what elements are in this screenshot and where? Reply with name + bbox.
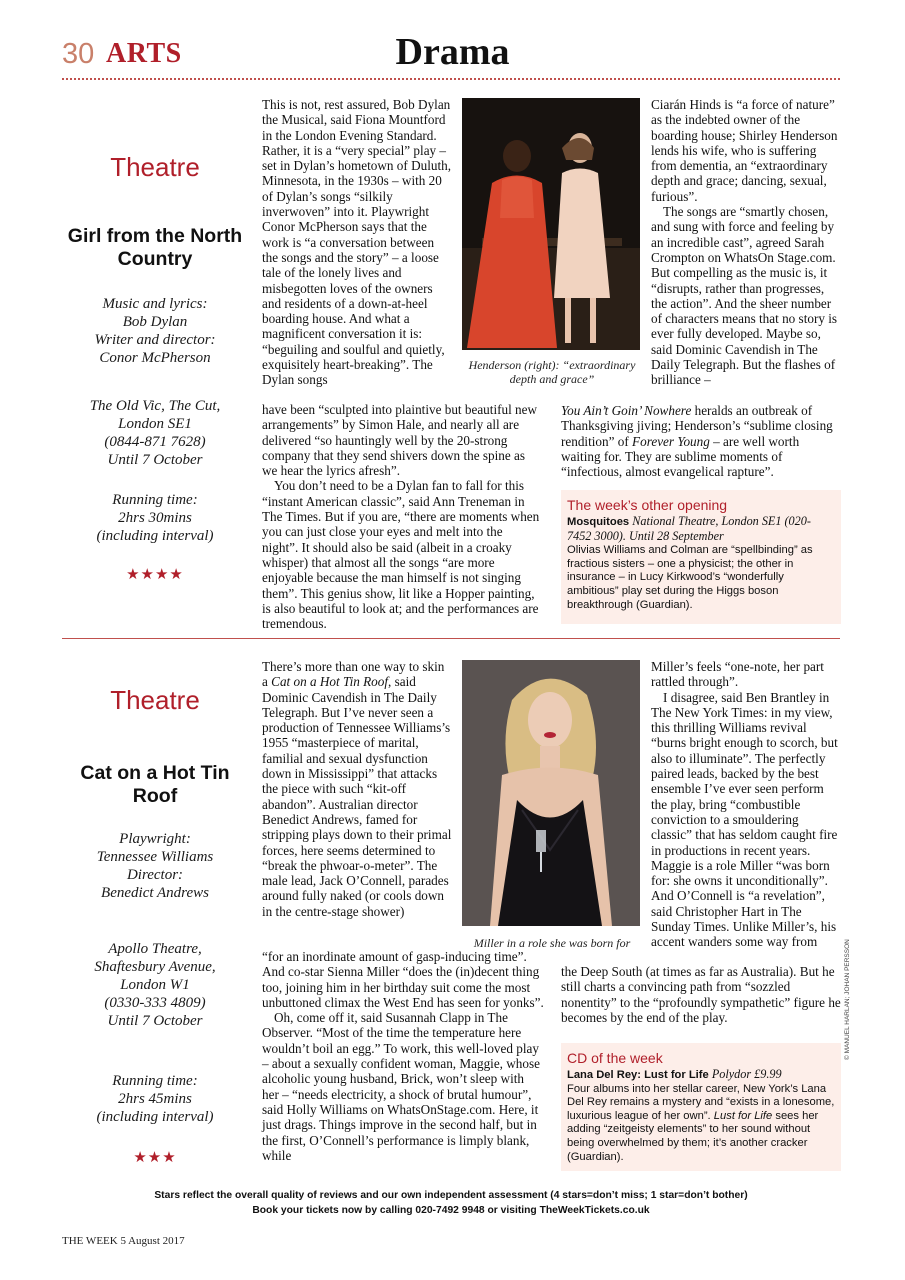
page-heading: Drama <box>395 31 510 73</box>
other-opening-text: Mosquitoes National Theatre, London SE1 (020-7452 3000). Until 28 September Olivias Williams and Colman are “spellbinding” as fractious sisters – one a physicist; the other in insurance – in Lucy Kirkwood’s “wonderfully ambitious” play set during the Higgs boson breakthrough (Guardian). <box>567 514 813 611</box>
other-opening-title: The week’s other opening <box>567 497 728 513</box>
stage-photo-image <box>462 98 640 350</box>
photo-credit: © MANUEL HARLAN; JOHAN PERSSON <box>844 939 851 1060</box>
review1-venue: The Old Vic, The Cut, London SE1 (0844-871 7628) Until 7 October <box>89 398 221 468</box>
review1-column2-bottom: You Ain’t Goin’ Nowhere heralds an outbreak of Thanksgiving jiving; Henderson’s “sublime closing rendition” of Forever Young – are well worth waiting for. They are sublime moments of “infectious, almost evangelical rapture”. <box>561 403 833 480</box>
review2-title: Cat on a Hot Tin Roof <box>80 762 230 807</box>
page-number: 30 <box>62 38 95 70</box>
review1-running-time: Running time: 2hrs 30mins (including interval) <box>96 492 214 544</box>
review2-running-time: Running time: 2hrs 45mins (including interval) <box>96 1073 214 1125</box>
booking-line: Book your tickets now by calling 020-7492 9948 or visiting TheWeekTickets.co.uk <box>252 1205 650 1216</box>
review2-column2-top: Miller’s feels “one-note, her part rattled through”. I disagree, said Ben Brantley in The New York Times: in my view, this thrilling Williams revival “burns bright enough to scorch, but also to illuminate”. The perfectly paired leads, backed by the best ensemble I’ve ever seen perform the play, bring “combustible conviction to a smouldering classic” that has seldom caught fire in productions in recent years. Maggie is a role Miller “was born for: she owns it unconditionally”. And O’Connell is “a revelation”, said Christopher Hart in The Sunday Times. Unlike Miller’s, his accent wanders some way from <box>651 659 838 950</box>
review2-column2-bottom: the Deep South (at times as far as Australia). But he still charts a convincing path from “sozzled nonentity” to the “profoundly sympathetic” figure he becomes by the end of the play. <box>561 964 841 1025</box>
other-opening-box <box>561 490 841 624</box>
review1-photo <box>462 98 640 350</box>
review1-star-rating: ★★★★ <box>126 567 184 583</box>
review2-photo-caption: Miller in a role she was born for <box>473 936 631 950</box>
review2-column1-top: There’s more than one way to skin a Cat on a Hot Tin Roof, said Dominic Cavendish in The Daily Telegraph. But I’ve never seen a production of Tennessee Williams’s 1955 “masterpiece of marital, familial and sexual dysfunction down in Mississippi” that attacks the piece with such “kit-off abandon”. Australian director Benedict Andrews, famed for stripping plays down to their primal forces, here seems determined to “break the phwoar-o-meter”. The male lead, Jack O’Connell, parades around fully naked (or cools down in the centre-stage shower) <box>262 659 452 919</box>
review1-column2-top: Ciarán Hinds is “a force of nature” as the indebted owner of the boarding house; Shirley Henderson lends his wife, who is suffering from dementia, an “extraordinary depth and grace; dancing, sexual, furious”. The songs are “smartly chosen, and sung with force and feeling by an incredible cast”, agreed Sarah Crompton on WhatsOn Stage.com. But compelling as the music is, it “disrupts, rather than progresses, the action”. And the sheer number of characters means that no story is ever fully developed. Maybe so, said Dominic Cavendish in The Daily Telegraph. But the flashes of brilliance – <box>651 97 838 388</box>
review1-category: Theatre <box>110 152 200 182</box>
review1-photo-caption: Henderson (right): “extraordinary depth and grace” <box>468 358 636 386</box>
review2-star-rating: ★★★ <box>133 1150 177 1166</box>
review1-sidebar <box>62 152 248 584</box>
review2-photo <box>462 660 640 926</box>
stars-explanation: Stars reflect the overall quality of reviews and our own independent assessment (4 stars=don’t miss; 1 star=don’t bother) Book your tickets now by calling 020-7492 9948 or visiting TheWeekTickets.co.uk <box>154 1190 748 1216</box>
review2-sidebar <box>62 685 248 1167</box>
review2-column1-bottom: “for an inordinate amount of gasp-inducing time”. And co-star Sienna Miller “does the (in)decent thing too, joining him in her birthday suit come the most unbuttoned climax the West End has seen for yonks”. Oh, come off it, said Susannah Clapp in The Observer. “Most of the time the temperature here wouldn’t boil an egg.” To work, this well-loved play – about a sexually confident woman, Maggie, whose alcoholic young husband, Brick, won’t sleep with her – “needs electricity, a shock of brutal humour”, said Holly Williams on WhatsOnStage.com. Here, it just drags. Things improve in the second half, but in the first, O’Connell’s performance is limply blank, while <box>262 949 544 1163</box>
review-divider <box>62 638 840 639</box>
cd-of-the-week-text: Lana Del Rey: Lust for Life Polydor £9.99 Four albums into her stellar career, New York’s Lana Del Rey remains a mystery and “exists in a lonesome, luxurious league of her own”. Lust for Life sees her adding “zeitgeisty elements” to her sound without being overwhelmed by them; it’s another cracker (Guardian). <box>567 1067 835 1163</box>
review1-credits: Music and lyrics: Bob Dylan Writer and director: Conor McPherson <box>94 296 216 366</box>
cd-of-the-week-box <box>561 1043 841 1171</box>
issue-date: THE WEEK 5 August 2017 <box>62 1235 185 1247</box>
header-divider <box>62 78 840 80</box>
section-name: ARTS <box>106 38 182 69</box>
review1-column1-top: This is not, rest assured, Bob Dylan the Musical, said Fiona Mountford in the London Evening Standard. Rather, it is a “very special” play – set in Dylan’s hometown of Duluth, Minnesota, in the 1930s – with 20 of Dylan’s songs “silkily inverwoven” into it. Playwright Conor McPherson says that the work is “a conversation between the songs and the story” – a loose tale of the lonely lives and misbegotten loves of the owners and residents of a down-at-heel boarding house. And what a magnificent conversation it is: “beguiling and soulful and quietly, exquisitely heart-breaking”. The Dylan songs <box>262 97 452 388</box>
review2-credits: Playwright: Tennessee Williams Director: Benedict Andrews <box>96 831 214 901</box>
review1-title: Girl from the North Country <box>67 225 243 270</box>
review2-category: Theatre <box>110 685 200 715</box>
portrait-photo-image <box>462 660 640 926</box>
cd-of-the-week-title: CD of the week <box>567 1050 663 1066</box>
review1-column1-bottom: have been “sculpted into plaintive but beautiful new arrangements” by Simon Hale, and nearly all are delivered “so hauntingly well by the 20-strong company that they send shivers down the spine as we hear the lyrics afresh”. You don’t need to be a Dylan fan to fall for this “instant American classic”, said Ann Treneman in The Times. But if you are, “there are moments when you can just close your eyes and melt into the night”. It should also be said (albeit in a croaky whisper) that almost all the songs “are more enjoyable because the man himself is not singing them”. This genius show, lit like a Hopper painting, is also beautiful to look at; and the performances are tremendous. <box>262 402 540 632</box>
review2-venue: Apollo Theatre, Shaftesbury Avenue, London W1 (0330-333 4809) Until 7 October <box>94 941 216 1029</box>
